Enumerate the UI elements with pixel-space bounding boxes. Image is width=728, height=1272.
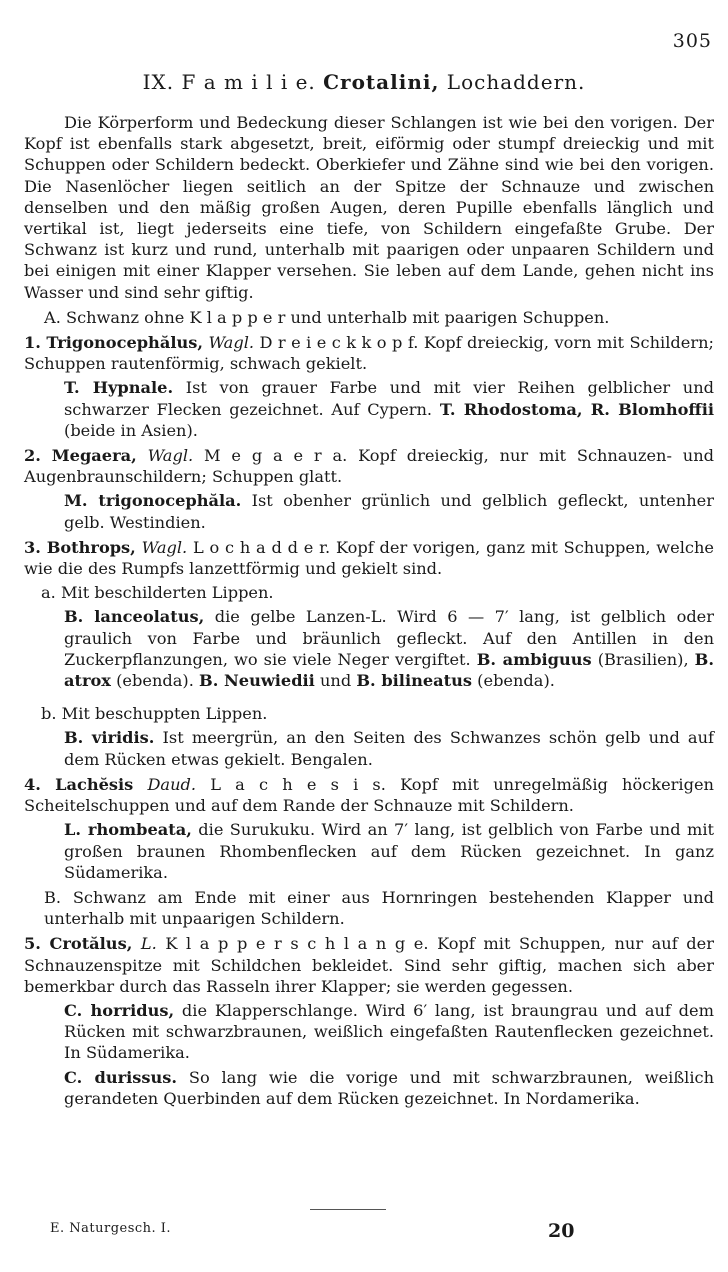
genus-description: Kopf mit unregelmäßig höckerigen Scheitelschuppen und auf dem Rande der Schnauze mit Schildern. — [24, 774, 714, 816]
species-description: Ist meergrün, an den Seiten des Schwanzes schön gelb und auf dem Rücken etwas gekielt. Bengalen. — [64, 728, 714, 769]
genus-number: 5. — [24, 934, 41, 954]
genus-crotalus — [24, 933, 714, 997]
species-hypnale — [24, 377, 714, 441]
genus-common-name: L a c h e s i s. — [210, 774, 386, 794]
subgroup-b-heading: b. Mit beschuppten Lippen. — [41, 704, 268, 724]
genus-name: Trigonocephălus, — [46, 333, 203, 353]
species-description: (beide in Asien). — [64, 420, 198, 440]
genus-common-name: M e g a e r a. — [204, 446, 348, 466]
species-name: L. rhombeata, — [64, 820, 192, 840]
family-heading — [0, 70, 728, 94]
species-name: B. atrox — [64, 649, 714, 691]
species-rhombeata — [24, 819, 714, 883]
genus-lachesis — [24, 774, 714, 816]
species-description: Wird an 7′ lang, ist gelblich von Farbe und mit großen braunen Rhombenflecken auf dem Rücken gezeichnet. In ganz Südamerika. — [64, 820, 715, 882]
species-name: B. ambiguus — [476, 649, 592, 669]
genus-name: Crotălus, — [49, 934, 133, 954]
species-horridus — [24, 1000, 714, 1064]
intro-paragraph: Die Körperform und Bedeckung dieser Schlangen ist wie bei den vorigen. Der Kopf ist ebenfalls stark abgesetzt, breit, eiförmig oder stumpf dreieckig und mit Schuppen oder Schildern bedeckt. Oberkiefer und Zähne sind wie bei den vorigen. Die Nasenlöcher liegen seitlich an der Spitze der Schnauze und zwischen denselben und den mäßig großen Augen, deren Pupille ebenfalls länglich und vertikal ist, liegt jederseits eine tiefe, von Schildern eingefaßte Grube. Der Schwanz ist kurz und rund, unterhalb mit paarigen oder unpaaren Schildern und bei einigen mit einer Klapper versehen. Sie leben auf dem Lande, gehen nicht ins Wasser und sind sehr giftig. — [24, 113, 714, 302]
species-name: B. lanceolatus, — [64, 607, 205, 627]
genus-author: Daud. — [147, 774, 197, 794]
species-common-name: die Klapperschlange. — [181, 1000, 358, 1020]
species-name: B. viridis. — [64, 728, 155, 748]
species-name: T. Hypnale. — [64, 378, 174, 398]
text-body — [24, 112, 714, 1109]
species-description: (Brasilien), — [597, 649, 689, 669]
species-description: Ist von grauer Farbe und mit vier Reihen gelblicher und schwarzer Flecken gezeichnet. Auf Cypern. — [64, 378, 714, 419]
genus-author: Wagl. — [147, 446, 194, 466]
species-name: M. trigonocephăla. — [64, 491, 242, 511]
species-name: C. durissus. — [64, 1067, 178, 1087]
genus-author: L. — [140, 934, 157, 954]
footer-signature-text: E. Naturgesch. I. — [50, 1221, 172, 1236]
species-description: Wird 6 — 7′ lang, ist gelblich oder graulich von Farbe und bräunlich gefleckt. Auf den Antillen in den Zuckerpflanzungen, wo sie viele Neger vergiftet. — [64, 607, 715, 669]
species-lanceolatus — [24, 606, 714, 691]
genus-description: Kopf dreieckig, nur mit Schnauzen- und Augenbraunschildern; Schuppen glatt. — [24, 446, 714, 487]
family-heading-suffix: Lochaddern. — [446, 70, 586, 94]
genus-description: Kopf mit Schuppen, nur auf der Schnauzenspitze mit Schildchen bekleidet. Sind sehr giftig, machen sich aber bemerkbar durch das Rasseln ihrer Klapper; sie werden gegessen. — [24, 934, 714, 996]
species-name: B. bilineatus — [356, 671, 473, 691]
genus-bothrops — [24, 537, 714, 579]
species-description: und — [320, 671, 352, 691]
species-common-name: die Surukuku. — [198, 820, 316, 840]
genus-description: Kopf dreieckig, vorn mit Schildern; Schuppen rautenförmig, schwach gekielt. — [24, 333, 714, 374]
footer-rule — [310, 1209, 386, 1210]
genus-common-name: K l a p p e r s c h l a n g e. — [165, 934, 429, 954]
section-b-heading: B. Schwanz am Ende mit einer aus Hornringen bestehenden Klapper und unterhalb mit unpaarigen Schildern. — [44, 887, 714, 929]
genus-author: Wagl. — [208, 333, 255, 353]
family-heading-prefix: IX. F a m i l i e. — [142, 70, 316, 94]
genus-name: Megaera, — [51, 446, 137, 466]
genus-common-name: L o c h a d d e r. — [192, 537, 331, 557]
species-name: C. horridus, — [64, 1000, 175, 1020]
species-description: Ist obenher grünlich und gelblich gefleckt, untenher gelb. Westindien. — [64, 491, 714, 532]
species-description: (ebenda). — [477, 671, 555, 691]
genus-number: 1. — [24, 333, 41, 353]
subgroup-a-heading: a. Mit beschilderten Lippen. — [41, 583, 274, 603]
species-name: T. Rhodostoma, R. Blomhoffii — [439, 399, 714, 419]
species-description: So lang wie die vorige und mit schwarzbraunen, weißlich gerandeten Querbinden auf dem Rücken gezeichnet. In Nordamerika. — [64, 1067, 715, 1108]
species-description: (ebenda). — [116, 671, 194, 691]
species-viridis — [24, 727, 714, 769]
genus-description: Kopf der vorigen, ganz mit Schuppen, welche wie die des Rumpfs lanzettförmig und gekielt sind. — [24, 537, 714, 579]
species-durissus — [24, 1067, 714, 1109]
genus-number: 3. — [24, 537, 41, 557]
genus-number: 4. — [24, 774, 41, 794]
genus-name: Bothrops, — [46, 537, 136, 557]
genus-author: Wagl. — [141, 537, 188, 557]
genus-number: 2. — [24, 446, 41, 466]
family-heading-name: Crotalini, — [323, 70, 440, 94]
section-a-heading: A. Schwanz ohne K l a p p e r und unterhalb mit paarigen Schuppen. — [44, 307, 610, 327]
species-common-name: die gelbe Lanzen-L. — [214, 607, 387, 627]
genus-name: Lachĕsis — [55, 774, 134, 794]
page-number: 305 — [672, 30, 712, 52]
footer-sheet-number: 20 — [548, 1220, 575, 1242]
species-trigonocephala — [24, 490, 714, 532]
genus-trigonocephalus — [24, 332, 714, 374]
genus-megaera — [24, 445, 714, 487]
genus-common-name: D r e i e c k k o p f. — [259, 333, 419, 353]
species-description: Wird 6′ lang, ist braungrau und auf dem Rücken mit schwarzbraunen, weißlich eingefaßten Rautenflecken gezeichnet. In Südamerika. — [64, 1000, 714, 1063]
species-name: B. Neuwiedii — [199, 671, 315, 691]
